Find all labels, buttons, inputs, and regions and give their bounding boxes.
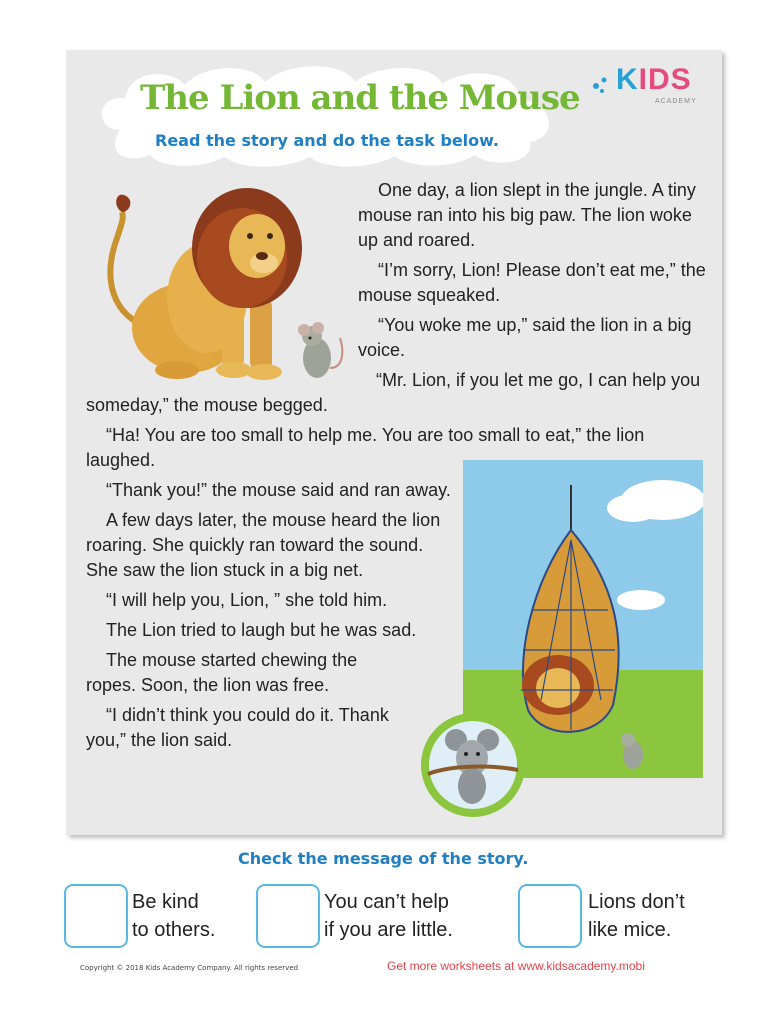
logo-text: KIDS [616, 63, 692, 96]
page-subtitle: Read the story and do the task below. [155, 131, 499, 150]
checkbox[interactable] [256, 884, 320, 948]
logo-subtext: ACADEMY [655, 98, 697, 105]
checkbox[interactable] [64, 884, 128, 948]
lion-illustration [82, 178, 354, 388]
story-paragraph: “You woke me up,” said the lion in a big voice. [358, 315, 692, 360]
option-be-kind[interactable] [64, 884, 244, 950]
option-label: Be kind to others. [132, 891, 216, 941]
mouse-chewing-rope-illustration [418, 710, 528, 820]
story-paragraph: A few days later, the mouse heard the lion roaring. She quickly ran toward the sound. She saw the lion stuck in a big net. [86, 510, 441, 580]
option-label: Lions don’t like mice. [588, 891, 685, 941]
story-paragraph: “I didn’t think you could do it. Thank you,” the lion said. [86, 705, 389, 750]
option-label: You can’t help if you are little. [324, 891, 453, 941]
story-paragraph: One day, a lion slept in the jungle. A tiny mouse ran into his big paw. The lion woke up and roared. [358, 180, 696, 250]
option-cant-help[interactable] [256, 884, 506, 950]
story-bottom [86, 478, 458, 758]
task-instruction: Check the message of the story. [238, 849, 529, 868]
story-paragraph: The mouse started chewing the ropes. Soon, the lion was free. [86, 650, 358, 695]
more-worksheets-link[interactable]: Get more worksheets at www.kidsacademy.mobi [387, 959, 645, 973]
story-paragraph: “Ha! You are too small to help me. You are too small to eat,” the lion laughed. [86, 425, 645, 470]
story-paragraph: The Lion tried to laugh but he was sad. [106, 620, 417, 640]
story-paragraph: “Mr. Lion, if you let me go, I can help you someday,” the mouse begged. [86, 370, 701, 415]
story-paragraph: “Thank you!” the mouse said and ran away. [106, 480, 451, 500]
copyright-text: Copyright © 2018 Kids Academy Company. All rights reserved [80, 964, 299, 972]
page-title: The Lion and the Mouse [140, 78, 580, 118]
story-paragraph: “I’m sorry, Lion! Please don’t eat me,” the mouse squeaked. [358, 260, 706, 305]
option-lions-dont[interactable] [518, 884, 718, 950]
checkbox[interactable] [518, 884, 582, 948]
story-top [358, 178, 706, 368]
story-paragraph: “I will help you, Lion, ” she told him. [106, 590, 388, 610]
